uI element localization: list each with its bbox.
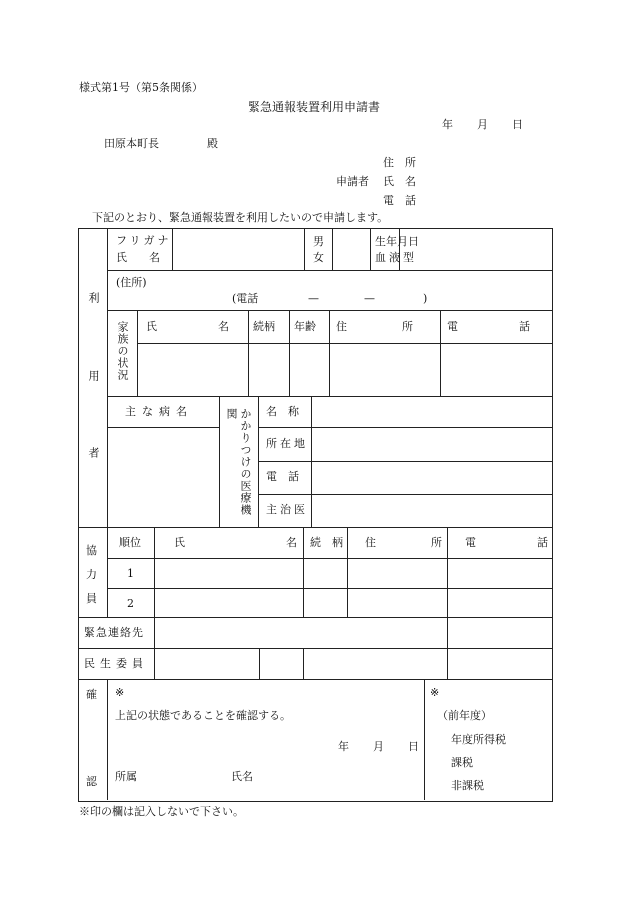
form-number: 様式第1号（第5条関係） [79,81,203,94]
addressee: 田原本町長 [104,137,159,150]
cooperator-header-phone: 電 話 [465,536,561,549]
cooperator-label-1: 協 [86,544,97,557]
date-year: 年 [442,118,453,131]
clinic-name-label: 名 称 [266,405,299,418]
clinic-label: かかりつけの医療機関 [225,408,252,516]
confirm-statement: 上記の状態であることを確認する。 [115,709,291,722]
clinic-doctor-label: 主治医 [266,503,308,516]
confirm-date-day: 日 [408,740,419,753]
user-phone-dash-2: — [364,292,375,305]
family-header-name: 氏 名 [146,320,242,333]
prev-year-label: （前年度） [437,709,492,722]
date-day: 日 [512,118,523,131]
confirm-date-year: 年 [338,740,349,753]
confirm-affiliation-label: 所属 [115,770,137,783]
clinic-phone-label: 電 話 [266,470,299,483]
blood-type-label: 血液型 [375,251,417,264]
user-address-label: (住所) [116,276,147,289]
user-phone-close: ) [423,292,428,305]
illness-label: 主な病名 [125,405,193,418]
honorific: 殿 [207,137,218,150]
applicant-name-label: 氏 名 [383,175,416,188]
form-title: 緊急通報装置利用申請書 [248,100,381,114]
family-header-relation: 続柄 [253,320,275,333]
family-status-label: 家族の状況 [116,321,129,381]
tax-mark: ※ [430,686,440,699]
cooperator-header-relation: 続 柄 [310,536,343,549]
applicant-label: 申請者 [336,175,369,188]
confirm-mark: ※ [115,686,125,699]
cooperator-header-rank: 順位 [119,536,141,549]
sex-male-label: 男 [313,235,324,248]
cooperator-header-name: 氏 名 [174,536,314,549]
user-phone-dash-1: — [308,292,319,305]
income-tax-label: 年度所得税 [451,733,506,746]
footnote: ※印の欄は記入しないで下さい。 [79,805,244,818]
user-section-label-1: 利 [87,292,100,304]
cooperator-label-3: 員 [86,592,97,605]
sex-female-label: 女 [313,251,324,264]
family-header-phone: 電 話 [447,320,543,333]
user-section-label-2: 用 [87,370,100,382]
applicant-address-label: 住 所 [383,156,416,169]
cooperator-rank-2: 2 [127,597,134,610]
welfare-commissioner-label: 民生委員 [84,657,148,670]
confirm-label-1: 確 [86,688,97,701]
clinic-location-label: 所在地 [266,437,308,450]
date-month: 月 [477,118,488,131]
user-name-label: 氏 名 [116,251,160,264]
confirm-label-2: 認 [86,775,97,788]
family-header-address: 住 所 [336,320,424,333]
cooperator-label-2: 力 [86,568,97,581]
user-section-label-3: 者 [87,447,100,459]
cooperator-rank-1: 1 [127,567,134,580]
confirm-date-month: 月 [373,740,384,753]
cooperator-header-address: 住 所 [365,536,453,549]
emergency-contact-label: 緊急連絡先 [84,626,144,639]
confirm-name-label: 氏名 [231,770,253,783]
intro-text: 下記のとおり、緊急通報装置を利用したいので申請します。 [92,211,389,224]
furigana-label: フリガナ [116,234,172,247]
family-header-age: 年齢 [294,320,316,333]
birthdate-label: 生年月日 [375,235,419,248]
user-phone-open: (電話 [232,292,259,305]
taxed-label: 課税 [451,756,473,769]
non-taxed-label: 非課税 [451,779,484,792]
applicant-phone-label: 電 話 [383,194,416,207]
